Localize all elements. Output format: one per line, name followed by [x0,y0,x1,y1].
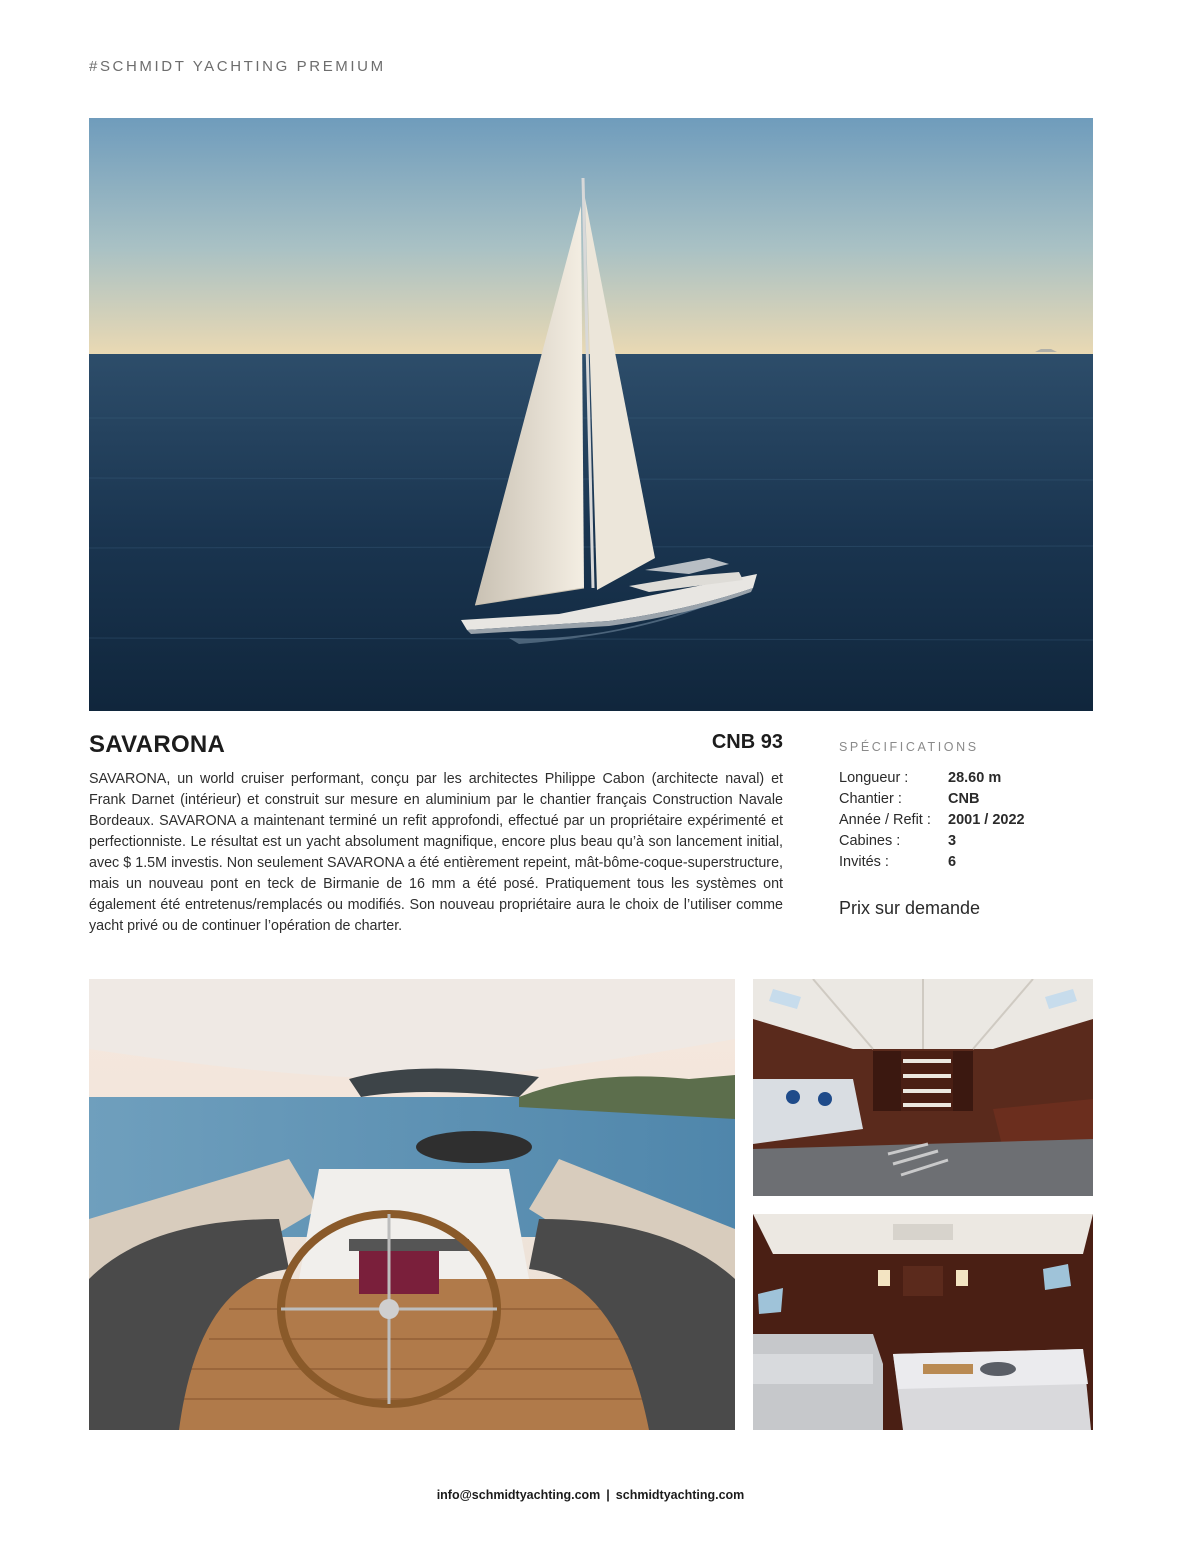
spec-value: 3 [948,833,957,849]
brand-tagline: #SCHMIDT YACHTING PREMIUM [89,58,386,75]
spec-label: Année / Refit : [839,812,931,828]
spec-label: Invités : [839,854,889,870]
yacht-model: CNB 93 [711,731,783,753]
yacht-description: SAVARONA, un world cruiser performant, conçu par les architectes Philippe Cabon (architecte naval) et Frank Darnet (intérieur) et construit sur mesure en aluminium par le chantier français Construction Navale Bordeaux. SAVARONA a maintenant terminé un refit approfondi, effectué par un propriétaire expérimenté et perfectionniste. Le résultat est un yacht absolument magnifique, encore plus beau qu’à son lancement initial, avec $ 1.5M investis. Non seulement SAVARONA a été entièrement repeint, mât-bôme-coque-superstructure, mais un nouveau pont en teck de Birmanie de 16 mm a été posé. Pratiquement tous les systèmes ont également été entretenus/remplacés ou modifiés. Son nouveau propriétaire aura le choix de l’utiliser comme yacht privé ou de continuer l’opération de charter. [89,771,783,934]
saloon-illustration [753,979,1093,1196]
spec-label: Chantier : [839,791,902,807]
specifications-table [839,768,1093,873]
spec-value: 2001 / 2022 [948,812,1025,828]
footer-website-link[interactable]: schmidtyachting.com [615,1488,745,1502]
photo-cabin-interior [753,1214,1093,1430]
spec-row-guests [839,852,1093,873]
spec-row-builder [839,789,1093,810]
footer-email-link[interactable]: info@schmidtyachting.com [436,1488,601,1502]
hero-photo-sailing-yacht [89,118,1093,711]
footer-separator: | [606,1488,610,1502]
spec-label: Longueur : [839,770,909,786]
spec-value: 6 [948,854,957,870]
spec-value: CNB [948,791,980,807]
sailing-yacht-illustration [89,118,1093,711]
spec-row-year-refit [839,810,1093,831]
spec-row-cabins [839,831,1093,852]
spec-row-length [839,768,1093,789]
spec-value: 28.60 m [948,770,1002,786]
footer-contact [0,1488,1181,1502]
yacht-name: SAVARONA [89,731,226,758]
spec-label: Cabines : [839,833,901,849]
photo-saloon-interior [753,979,1093,1196]
cabin-illustration [753,1214,1093,1430]
specifications-heading: SPÉCIFICATIONS [839,740,979,754]
photo-cockpit-helm [89,979,735,1430]
price-on-request: Prix sur demande [839,898,981,918]
cockpit-illustration [89,979,735,1430]
